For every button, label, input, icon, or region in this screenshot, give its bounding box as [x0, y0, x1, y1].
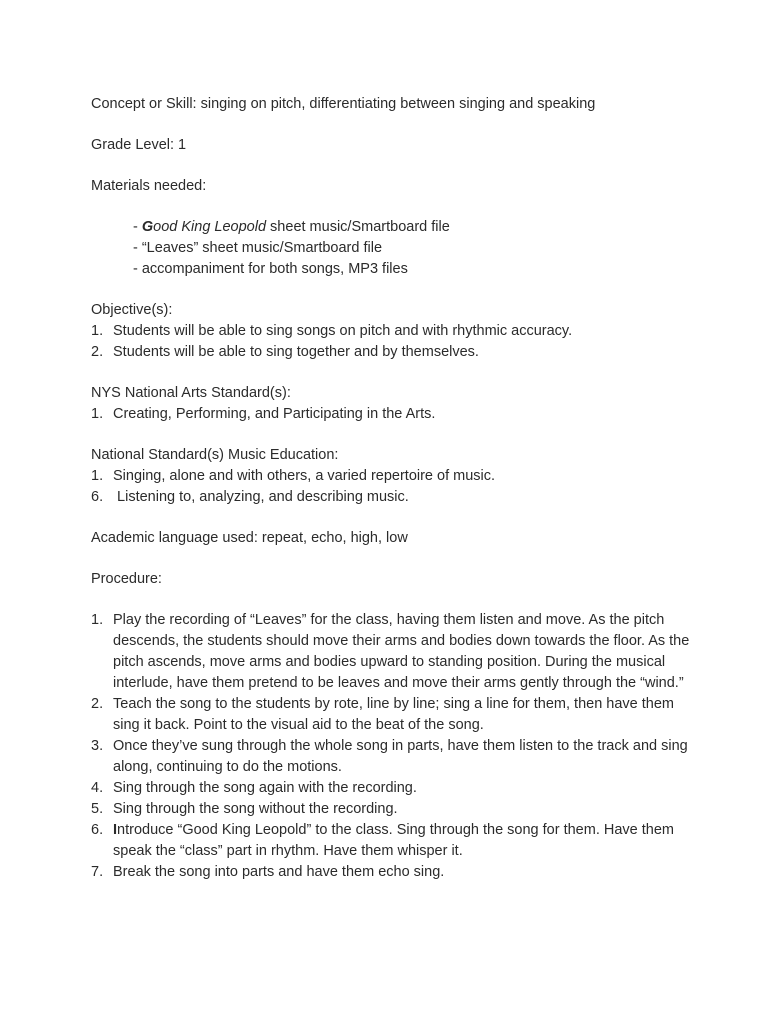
procedure-heading: Procedure: [91, 571, 162, 587]
item-text: Once they’ve sung through the whole song in parts, have them listen to the track and sing along, continuing to do the motions. [113, 738, 688, 775]
song-title-initial: G [141, 219, 154, 235]
item-text: Singing, alone and with others, a varied repertoire of music. [113, 468, 496, 484]
lesson-plan-document [91, 94, 701, 883]
item-text-wrapper [113, 820, 701, 862]
item-number: 1. [91, 406, 104, 422]
materials-heading: Materials needed: [91, 178, 207, 194]
item-number: 7. [91, 864, 104, 880]
procedure-step [91, 610, 701, 694]
item-text: Students will be able to sing together and by themselves. [113, 344, 479, 360]
item-number: 1. [91, 612, 104, 628]
nys-standards-heading: NYS National Arts Standard(s): [91, 385, 291, 401]
item-number: 3. [91, 738, 104, 754]
objective-item [91, 321, 701, 342]
item-text: Creating, Performing, and Participating in the Arts. [113, 406, 436, 422]
item-number: 1. [91, 323, 104, 339]
item-number: 4. [91, 780, 104, 796]
objective-item [91, 342, 701, 363]
materials-item-dash: - [133, 219, 142, 235]
materials-item: - accompaniment for both songs, MP3 files [133, 261, 408, 277]
item-number: 1. [91, 468, 104, 484]
concept-line: Concept or Skill: singing on pitch, differentiating between singing and speaking [91, 96, 596, 112]
procedure-step [91, 862, 701, 883]
materials-item [133, 217, 701, 238]
national-standards-heading: National Standard(s) Music Education: [91, 447, 339, 463]
academic-language-line: Academic language used: repeat, echo, high, low [91, 530, 408, 546]
item-text: ntroduce “Good King Leopold” to the class. Sing through the song for them. Have them speak the “class” part in rhythm. Have them whisper it. [113, 822, 674, 859]
procedure-step [91, 736, 701, 778]
materials-list [91, 217, 701, 280]
procedure-step [91, 820, 701, 862]
item-number: 6. [91, 489, 104, 505]
item-text: Listening to, analyzing, and describing music. [113, 489, 409, 505]
nys-standard-item [91, 404, 701, 425]
materials-item-rest: sheet music/Smartboard file [266, 219, 450, 235]
grade-level-line: Grade Level: 1 [91, 137, 187, 153]
item-text-initial: I [113, 822, 118, 838]
item-number: 6. [91, 822, 104, 838]
item-text: Break the song into parts and have them echo sing. [113, 864, 445, 880]
item-number: 2. [91, 696, 104, 712]
item-number: 5. [91, 801, 104, 817]
item-text: Sing through the song again with the recording. [113, 780, 417, 796]
procedure-step [91, 799, 701, 820]
procedure-step [91, 694, 701, 736]
item-text: Teach the song to the students by rote, line by line; sing a line for them, then have them sing it back. Point to the visual aid to the beat of the song. [113, 696, 675, 733]
materials-item: - “Leaves” sheet music/Smartboard file [133, 240, 383, 256]
song-title: ood King Leopold [153, 219, 267, 235]
national-standard-item [91, 466, 701, 487]
item-text: Students will be able to sing songs on pitch and with rhythmic accuracy. [113, 323, 573, 339]
national-standard-item [91, 487, 701, 508]
item-text: Sing through the song without the recording. [113, 801, 398, 817]
item-number: 2. [91, 344, 104, 360]
procedure-step [91, 778, 701, 799]
objectives-heading: Objective(s): [91, 302, 173, 318]
item-text: Play the recording of “Leaves” for the class, having them listen and move. As the pitch descends, the students should move their arms and bodies down towards the floor. As the pitch ascends, move arms and bodies upward to standing position. During the musical interlude, have them pretend to be leaves and move their arms gently through the “wind.” [113, 612, 690, 691]
